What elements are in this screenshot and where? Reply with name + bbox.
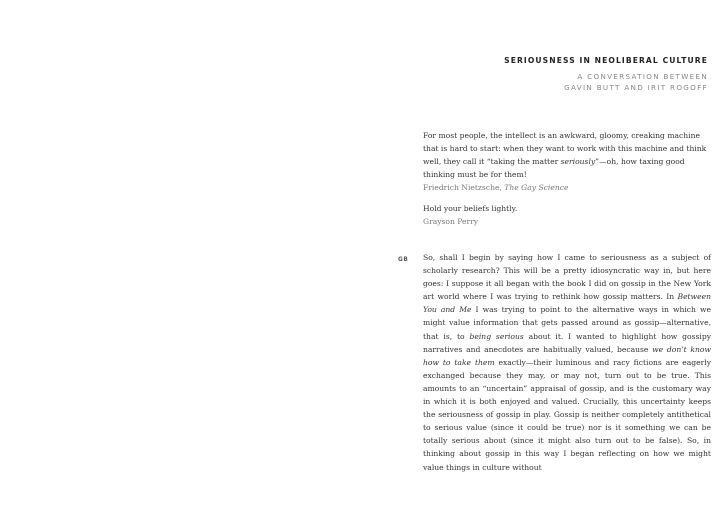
subtitle-line: A CONVERSATION BETWEEN	[577, 72, 708, 81]
epigraph-quote: For most people, the intellect is an awkward, gloomy, creaking machine that is hard to start: when they want to work with this machine and think well, they call it “taking the matter seriously”—oh, how taxing good thinking must be for them!	[423, 131, 707, 180]
speaker-label: GB	[398, 257, 409, 263]
subtitle-line: GAVIN BUTT AND IRIT ROGOFF	[564, 82, 708, 92]
epigraph-nietzsche	[423, 129, 713, 194]
epigraph-quote: Hold your beliefs lightly.	[423, 204, 518, 213]
epigraph-source: Grayson Perry	[423, 217, 479, 227]
running-header	[504, 56, 708, 93]
epigraph-source: Friedrich Nietzsche, The Gay Science	[423, 183, 569, 193]
series-title: SERIOUSNESS IN NEOLIBERAL CULTURE	[504, 56, 708, 65]
epigraph-perry	[423, 202, 713, 228]
subtitle	[504, 72, 708, 93]
body-paragraph: So, shall I begin by saying how I came to seriousness as a subject of scholarly research? This will be a pretty idiosyncratic way in, but here goes: I suppose it all began with the book I did on gossip in the New York art world where I was trying to rethink how gossip matters. In Between You and Me I was trying to point to the alternative ways in which we might value information that gets passed around as gossip—alternative, that is, to being serious about it. I wanted to highlight how gossipy narratives and anecdotes are habitually valued, because we don’t know how to take them exactly—their luminous and racy fictions are eagerly exchanged because they may, or may not, turn out to be true. This amounts to an “uncertain” appraisal of gossip, and is the customary way in which it is both enjoyed and valued. Crucially, this uncertainty keeps the seriousness of gossip in play. Gossip is neither completely antithetical to serious value (since it could be true) nor is it something we can be totally serious about (since it might also turn out to be false). So, in thinking about gossip in this way I began reflecting on how we might value things in culture without	[423, 253, 711, 472]
